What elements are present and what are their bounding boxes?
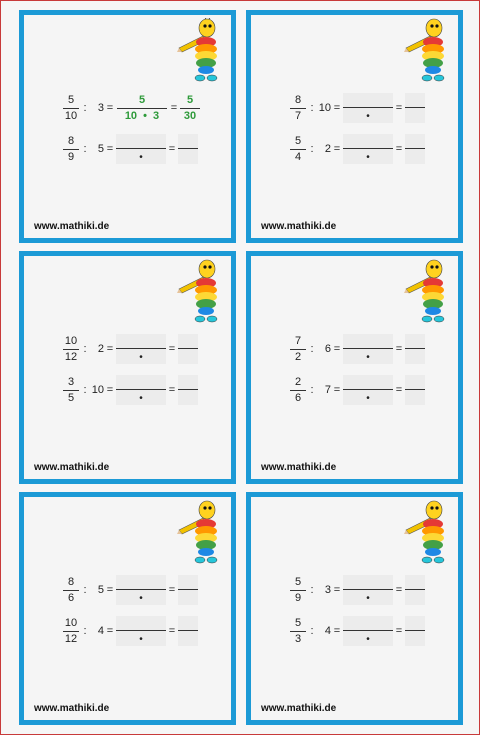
equation-row <box>289 334 425 364</box>
fraction <box>62 377 80 404</box>
divisor: 5 <box>97 143 104 155</box>
colon: : <box>310 625 314 637</box>
numerator: 5 <box>294 575 302 588</box>
equals-sign: = <box>333 102 341 114</box>
colon: : <box>83 143 87 155</box>
result-box[interactable] <box>405 375 425 405</box>
equation-row <box>289 93 425 123</box>
equation-row <box>62 93 200 123</box>
multiply-dot: • <box>366 593 370 604</box>
numerator: 5 <box>294 616 302 629</box>
equals-sign: = <box>395 625 403 637</box>
divisor: 7 <box>324 384 331 396</box>
equals-sign: = <box>106 625 114 637</box>
colon: : <box>310 143 314 155</box>
equals-sign: = <box>106 143 114 155</box>
answer-box[interactable] <box>343 575 393 605</box>
colon: : <box>310 102 314 114</box>
denominator: 2 <box>294 350 302 363</box>
equals-sign: = <box>395 143 403 155</box>
answer-box[interactable] <box>343 134 393 164</box>
result-denominator: 30 <box>183 109 197 122</box>
equation-row <box>62 134 198 164</box>
colon: : <box>83 625 87 637</box>
multiply-dot: • <box>366 634 370 645</box>
numerator: 3 <box>67 375 75 388</box>
task-card-5 <box>19 492 236 725</box>
colon: : <box>83 102 87 114</box>
bee-pencil-mascot-icon <box>177 259 227 325</box>
equals-sign: = <box>106 343 114 355</box>
divisor: 2 <box>324 143 331 155</box>
divisor: 6 <box>324 343 331 355</box>
answer-box[interactable] <box>116 575 166 605</box>
denominator: 9 <box>294 591 302 604</box>
bee-pencil-mascot-icon <box>177 18 227 84</box>
equation-row <box>62 334 198 364</box>
result-box[interactable] <box>178 375 198 405</box>
equation-row <box>62 575 198 605</box>
result-box[interactable] <box>405 134 425 164</box>
task-card-2 <box>246 10 463 243</box>
denominator: 7 <box>294 109 302 122</box>
answer-box[interactable] <box>116 375 166 405</box>
bee-pencil-mascot-icon <box>177 500 227 566</box>
fraction <box>289 577 307 604</box>
fraction <box>289 618 307 645</box>
numerator: 10 <box>64 616 78 629</box>
numerator: 10 <box>64 334 78 347</box>
equals-sign: = <box>168 143 176 155</box>
colon: : <box>310 343 314 355</box>
result-box[interactable] <box>405 575 425 605</box>
site-url: www.mathiki.de <box>34 462 110 473</box>
result-box[interactable] <box>178 334 198 364</box>
equals-sign: = <box>395 102 403 114</box>
bee-pencil-mascot-icon <box>404 259 454 325</box>
equation-row <box>289 575 425 605</box>
multiply-dot: • <box>139 152 143 163</box>
multiply-dot: • <box>366 111 370 122</box>
task-card-4 <box>246 251 463 484</box>
site-url: www.mathiki.de <box>261 221 337 232</box>
task-card-6 <box>246 492 463 725</box>
answer-box[interactable] <box>343 334 393 364</box>
divisor: 5 <box>97 584 104 596</box>
numerator: 8 <box>67 134 75 147</box>
multiply-dot: • <box>139 352 143 363</box>
equals-sign: = <box>395 584 403 596</box>
divisor: 2 <box>97 343 104 355</box>
fraction <box>62 136 80 163</box>
multiply-dot: • <box>139 393 143 404</box>
multiply-dot: • <box>139 593 143 604</box>
result-box[interactable] <box>405 93 425 123</box>
numerator: 8 <box>294 93 302 106</box>
solution-step <box>116 95 168 122</box>
equation-row <box>289 616 425 646</box>
task-card-3 <box>19 251 236 484</box>
divisor: 10 <box>91 384 104 396</box>
fraction <box>62 618 80 645</box>
equals-sign: = <box>170 102 178 114</box>
denominator: 12 <box>64 350 78 363</box>
fraction <box>289 377 307 404</box>
result-box[interactable] <box>405 616 425 646</box>
bee-pencil-mascot-icon <box>404 18 454 84</box>
denominator: 6 <box>67 591 75 604</box>
colon: : <box>83 384 87 396</box>
site-url: www.mathiki.de <box>34 703 110 714</box>
colon: : <box>83 584 87 596</box>
result-box[interactable] <box>178 575 198 605</box>
site-url: www.mathiki.de <box>261 703 337 714</box>
equals-sign: = <box>395 343 403 355</box>
colon: : <box>310 384 314 396</box>
equals-sign: = <box>333 343 341 355</box>
numerator: 8 <box>67 575 75 588</box>
fraction <box>62 577 80 604</box>
solution-result <box>180 95 200 122</box>
fraction <box>289 136 307 163</box>
numerator: 2 <box>294 375 302 388</box>
equals-sign: = <box>106 384 114 396</box>
equals-sign: = <box>168 584 176 596</box>
equals-sign: = <box>333 143 341 155</box>
equation-row <box>289 375 425 405</box>
result-numerator: 5 <box>186 93 194 106</box>
denominator: 4 <box>294 150 302 163</box>
equals-sign: = <box>106 584 114 596</box>
denominator: 5 <box>67 391 75 404</box>
equals-sign: = <box>168 343 176 355</box>
denominator: 9 <box>67 150 75 163</box>
divisor: 3 <box>97 102 104 114</box>
equals-sign: = <box>333 625 341 637</box>
answer-box[interactable] <box>116 334 166 364</box>
divisor: 10 <box>318 102 331 114</box>
equation-row <box>62 375 198 405</box>
answer-box[interactable] <box>116 616 166 646</box>
site-url: www.mathiki.de <box>34 221 110 232</box>
fraction <box>289 336 307 363</box>
answer-box[interactable] <box>116 134 166 164</box>
colon: : <box>83 343 87 355</box>
colon: : <box>310 584 314 596</box>
numerator: 5 <box>294 134 302 147</box>
equation-row <box>62 616 198 646</box>
answer-box[interactable] <box>343 616 393 646</box>
fraction <box>62 336 80 363</box>
task-card-1 <box>19 10 236 243</box>
result-box[interactable] <box>178 134 198 164</box>
divisor: 4 <box>97 625 104 637</box>
equals-sign: = <box>106 102 114 114</box>
denominator: 10 <box>64 109 78 122</box>
step-numerator: 5 <box>138 93 146 106</box>
equals-sign: = <box>395 384 403 396</box>
divisor: 3 <box>324 584 331 596</box>
numerator: 5 <box>67 93 75 106</box>
answer-box[interactable] <box>343 375 393 405</box>
divisor: 4 <box>324 625 331 637</box>
equals-sign: = <box>333 584 341 596</box>
bee-pencil-mascot-icon <box>404 500 454 566</box>
multiply-dot: • <box>366 393 370 404</box>
denominator: 12 <box>64 632 78 645</box>
equals-sign: = <box>168 625 176 637</box>
step-op: • <box>143 109 147 122</box>
fraction <box>62 95 80 122</box>
multiply-dot: • <box>139 634 143 645</box>
answer-box[interactable] <box>343 93 393 123</box>
equals-sign: = <box>168 384 176 396</box>
equals-sign: = <box>333 384 341 396</box>
site-url: www.mathiki.de <box>261 462 337 473</box>
result-box[interactable] <box>178 616 198 646</box>
step-den-b: 3 <box>153 109 160 122</box>
numerator: 7 <box>294 334 302 347</box>
multiply-dot: • <box>366 352 370 363</box>
denominator: 6 <box>294 391 302 404</box>
result-box[interactable] <box>405 334 425 364</box>
equation-row <box>289 134 425 164</box>
denominator: 3 <box>294 632 302 645</box>
fraction <box>289 95 307 122</box>
step-den-a: 10 <box>124 109 138 122</box>
multiply-dot: • <box>366 152 370 163</box>
